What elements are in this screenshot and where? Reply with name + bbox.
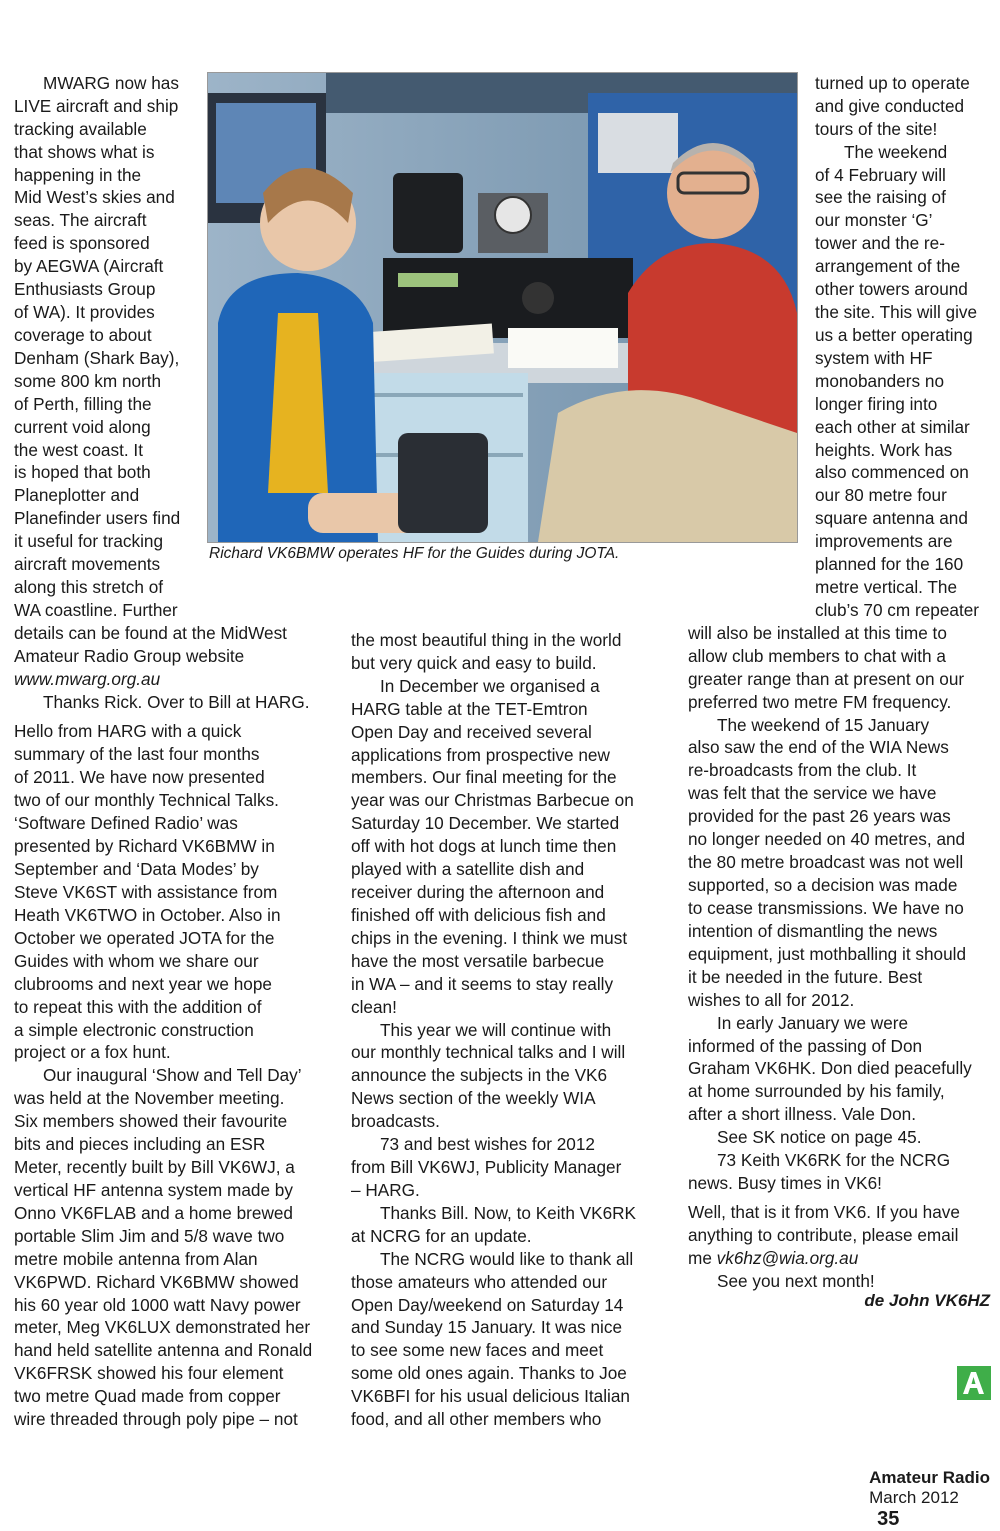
text-line: it be needed in the future. Best xyxy=(688,967,923,987)
text-line: Planeplotter and xyxy=(14,485,140,505)
text-line: September and ‘Data Modes’ by xyxy=(14,859,259,879)
text-line: Steve VK6ST with assistance from xyxy=(14,882,278,902)
text-line: Amateur Radio Group website xyxy=(14,646,245,666)
text-line: summary of the last four months xyxy=(14,744,260,764)
text-line: from Bill VK6WJ, Publicity Manager xyxy=(351,1157,622,1177)
text-line: of 4 February will xyxy=(815,165,946,185)
text-line: allow club members to chat with a xyxy=(688,646,946,666)
text-line: of Perth, filling the xyxy=(14,394,152,414)
text-line: VK6FRSK showed his four element xyxy=(14,1363,284,1383)
text-line: Open Day/weekend on Saturday 14 xyxy=(351,1295,624,1315)
text-line: planned for the 160 xyxy=(815,554,964,574)
text-line: Well, that is it from VK6. If you have xyxy=(688,1202,960,1222)
text-line: portable Slim Jim and 5/8 wave two xyxy=(14,1226,285,1246)
text-line: presented by Richard VK6BMW in xyxy=(14,836,275,856)
text-line: is hoped that both xyxy=(14,462,151,482)
text-line: his 60 year old 1000 watt Navy power xyxy=(14,1295,301,1315)
text-line: vertical HF antenna system made by xyxy=(14,1180,293,1200)
text-line: Our inaugural ‘Show and Tell Day’ xyxy=(43,1065,302,1085)
text-line: square antenna and xyxy=(815,508,968,528)
text-line: Heath VK6TWO in October. Also in xyxy=(14,905,281,925)
text-line: coverage to about xyxy=(14,325,152,345)
text-line: greater range than at present on our xyxy=(688,669,965,689)
text-line: This year we will continue with xyxy=(380,1020,612,1040)
text-line: LIVE aircraft and ship xyxy=(14,96,179,116)
text-line: after a short illness. Vale Don. xyxy=(688,1104,917,1124)
text-line: The weekend of 15 January xyxy=(717,715,930,735)
text-line: seas. The aircraft xyxy=(14,210,147,230)
text-line: the site. This will give xyxy=(815,302,978,322)
text-line: it useful for tracking xyxy=(14,531,164,551)
text-line: some old ones again. Thanks to Joe xyxy=(351,1363,627,1383)
text-line: Hello from HARG with a quick xyxy=(14,721,242,741)
text-line: intention of dismantling the news xyxy=(688,921,938,941)
text-line: at NCRG for an update. xyxy=(351,1226,532,1246)
text-line: other towers around xyxy=(815,279,968,299)
text-line: of WA). It provides xyxy=(14,302,155,322)
text-line: aircraft movements xyxy=(14,554,161,574)
amateur-radio-logo-icon xyxy=(957,1366,991,1400)
text-line: broadcasts. xyxy=(351,1111,440,1131)
photo-illustration xyxy=(208,73,797,542)
text-line: VK6PWD. Richard VK6BMW showed xyxy=(14,1272,299,1292)
text-line: off with hot dogs at lunch time then xyxy=(351,836,617,856)
text-line: Denham (Shark Bay), xyxy=(14,348,180,368)
text-line: at home surrounded by his family, xyxy=(688,1081,945,1101)
signature: de John VK6HZ xyxy=(864,1291,990,1310)
text-line: WA coastline. Further xyxy=(14,600,178,620)
text-line: news. Busy times in VK6! xyxy=(688,1173,882,1193)
text-line: The weekend xyxy=(844,142,948,162)
text-line: announce the subjects in the VK6 xyxy=(351,1065,608,1085)
text-line: applications from prospective new xyxy=(351,745,610,765)
text-line: hand held satellite antenna and Ronald xyxy=(14,1340,313,1360)
text-line: by AEGWA (Aircraft xyxy=(14,256,164,276)
text-line: tower and the re- xyxy=(815,233,945,253)
text-line: wishes to all for 2012. xyxy=(688,990,855,1010)
text-line: will also be installed at this time to xyxy=(688,623,947,643)
text-line: Meter, recently built by Bill VK6WJ, a xyxy=(14,1157,295,1177)
text-line: each other at similar xyxy=(815,417,970,437)
text-line: improvements are xyxy=(815,531,953,551)
text-line: club’s 70 cm repeater xyxy=(815,600,980,620)
text-line: In early January we were xyxy=(717,1013,909,1033)
text-line: our monster ‘G’ xyxy=(815,210,933,230)
text-line: News section of the weekly WIA xyxy=(351,1088,596,1108)
text-line: was held at the November meeting. xyxy=(14,1088,285,1108)
text-line: of 2011. We have now presented xyxy=(14,767,265,787)
text-line: monobanders no xyxy=(815,371,944,391)
photo-jota-station xyxy=(207,72,798,543)
text-line: Onno VK6FLAB and a home brewed xyxy=(14,1203,293,1223)
text-line: to cease transmissions. We have no xyxy=(688,898,964,918)
text-line: ‘Software Defined Radio’ was xyxy=(14,813,238,833)
text-line: system with HF xyxy=(815,348,933,368)
text-line: Six members showed their favourite xyxy=(14,1111,288,1131)
text-line: see the raising of xyxy=(815,187,946,207)
text-line: a simple electronic construction xyxy=(14,1020,254,1040)
text-line: Mid West’s skies and xyxy=(14,187,175,207)
text-line: clubrooms and next year we hope xyxy=(14,974,272,994)
text-line: VK6BFI for his usual delicious Italian xyxy=(351,1386,630,1406)
text-line: two metre Quad made from copper xyxy=(14,1386,281,1406)
text-line: no longer needed on 40 metres, and xyxy=(688,829,966,849)
text-line: preferred two metre FM frequency. xyxy=(688,692,952,712)
text-line: and Sunday 15 January. It was nice xyxy=(351,1317,623,1337)
text-line: project or a fox hunt. xyxy=(14,1042,171,1062)
text-line: metre vertical. The xyxy=(815,577,958,597)
magazine-name: Amateur Radio xyxy=(869,1468,990,1487)
text-line: played with a satellite dish and xyxy=(351,859,585,879)
text-line: also commenced on xyxy=(815,462,969,482)
text-line: food, and all other members who xyxy=(351,1409,602,1429)
text-line: – HARG. xyxy=(351,1180,420,1200)
text-line: Thanks Rick. Over to Bill at HARG. xyxy=(43,692,310,712)
text-line: clean! xyxy=(351,997,397,1017)
text-line: supported, so a decision was made xyxy=(688,875,958,895)
text-line: Graham VK6HK. Don died peacefully xyxy=(688,1058,972,1078)
text-line: re-broadcasts from the club. It xyxy=(688,760,917,780)
text-line: arrangement of the xyxy=(815,256,961,276)
text-line: The NCRG would like to thank all xyxy=(380,1249,634,1269)
text-line: that shows what is xyxy=(14,142,155,162)
text-line: See SK notice on page 45. xyxy=(717,1127,922,1147)
text-line: our monthly technical talks and I will xyxy=(351,1042,626,1062)
photo-caption: Richard VK6BMW operates HF for the Guides during JOTA. xyxy=(209,545,620,562)
text-line: Thanks Bill. Now, to Keith VK6RK xyxy=(380,1203,637,1223)
text-line: Saturday 10 December. We started xyxy=(351,813,620,833)
text-line: MWARG now has xyxy=(43,73,179,93)
text-line: 73 and best wishes for 2012 xyxy=(380,1134,595,1154)
issue-date: March 2012 xyxy=(869,1488,959,1507)
text-line: details can be found at the MidWest xyxy=(14,623,287,643)
text-line: us a better operating xyxy=(815,325,973,345)
text-line: current void along xyxy=(14,417,151,437)
text-line: have the most versatile barbecue xyxy=(351,951,605,971)
text-line: along this stretch of xyxy=(14,577,164,597)
text-line: meter, Meg VK6LUX demonstrated her xyxy=(14,1317,311,1337)
text-line: two of our monthly Technical Talks. xyxy=(14,790,279,810)
text-line: the 80 metre broadcast was not well xyxy=(688,852,964,872)
text-line: In December we organised a xyxy=(380,676,600,696)
text-line: Open Day and received several xyxy=(351,722,592,742)
text-line: happening in the xyxy=(14,165,142,185)
text-line: to see some new faces and meet xyxy=(351,1340,604,1360)
text-line: 73 Keith VK6RK for the NCRG xyxy=(717,1150,951,1170)
text-line: metre mobile antenna from Alan xyxy=(14,1249,258,1269)
text-line: the most beautiful thing in the world xyxy=(351,630,622,650)
website-link[interactable]: www.mwarg.org.au xyxy=(14,669,161,689)
text-line: informed of the passing of Don xyxy=(688,1036,923,1056)
text-line: some 800 km north xyxy=(14,371,162,391)
text-line: in WA – and it seems to stay really xyxy=(351,974,614,994)
text-line: bits and pieces including an ESR xyxy=(14,1134,266,1154)
email-line[interactable]: me vk6hz@wia.org.au xyxy=(688,1248,859,1268)
text-line: longer firing into xyxy=(815,394,938,414)
text-line: turned up to operate xyxy=(815,73,970,93)
text-line: Planefinder users find xyxy=(14,508,181,528)
text-line: our 80 metre four xyxy=(815,485,947,505)
text-line: chips in the evening. I think we must xyxy=(351,928,628,948)
text-line: and give conducted xyxy=(815,96,965,116)
page-number: 35 xyxy=(877,1508,900,1530)
text-line: but very quick and easy to build. xyxy=(351,653,597,673)
text-line: provided for the past 26 years was xyxy=(688,806,951,826)
text-line: also saw the end of the WIA News xyxy=(688,737,949,757)
text-line: finished off with delicious fish and xyxy=(351,905,606,925)
text-line: members. Our final meeting for the xyxy=(351,767,617,787)
text-line: See you next month! xyxy=(717,1271,875,1291)
text-line: those amateurs who attended our xyxy=(351,1272,608,1292)
text-line: Guides with whom we share our xyxy=(14,951,259,971)
text-line: feed is sponsored xyxy=(14,233,150,253)
text-line: Enthusiasts Group xyxy=(14,279,156,299)
text-line: wire threaded through poly pipe – not xyxy=(14,1409,298,1429)
page-footer xyxy=(860,1448,990,1531)
text-line: receiver during the afternoon and xyxy=(351,882,605,902)
text-line: HARG table at the TET-Emtron xyxy=(351,699,588,719)
text-line: the west coast. It xyxy=(14,440,143,460)
text-line: tours of the site! xyxy=(815,119,938,139)
text-line: October we operated JOTA for the xyxy=(14,928,275,948)
text-line: anything to contribute, please email xyxy=(688,1225,959,1245)
text-line: year was our Christmas Barbecue on xyxy=(351,790,634,810)
text-line: heights. Work has xyxy=(815,440,953,460)
text-line: was felt that the service we have xyxy=(688,783,937,803)
text-line: to repeat this with the addition of xyxy=(14,997,262,1017)
text-line: tracking available xyxy=(14,119,147,139)
text-line: equipment, just mothballing it should xyxy=(688,944,967,964)
